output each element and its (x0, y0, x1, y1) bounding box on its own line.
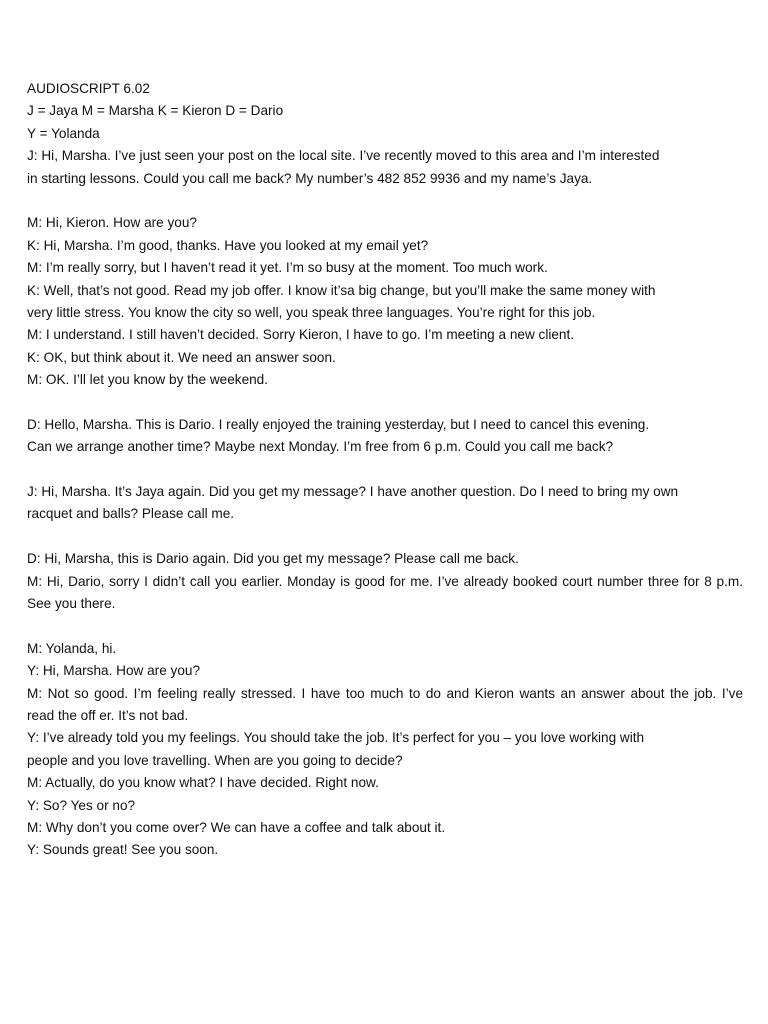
paragraph-gap (27, 190, 743, 212)
script-line: racquet and balls? Please call me. (27, 506, 235, 522)
audioscript-page (27, 78, 743, 862)
script-line: M: I understand. I still haven’t decided. Sorry Kieron, I have to go. I’m meeting a new client. (27, 327, 575, 343)
paragraph-gap (27, 526, 743, 548)
script-line: M: Not so good. I’m feeling really stressed. I have too much to do and Kieron wants an answer about the job. I’ve (27, 685, 743, 701)
script-line: Y: I’ve already told you my feelings. You should take the job. It’s perfect for you – you love working with (27, 730, 645, 746)
script-line: D: Hello, Marsha. This is Dario. I really enjoyed the training yesterday, but I need to cancel this evening. (27, 416, 650, 432)
script-line: J: Hi, Marsha. It’s Jaya again. Did you get my message? I have another question. Do I need to bring my own (27, 484, 679, 500)
script-line: J: Hi, Marsha. I’ve just seen your post on the local site. I’ve recently moved to this area and I’m interested (27, 148, 660, 164)
speaker-key-line: J = Jaya M = Marsha K = Kieron D = Dario (27, 103, 284, 119)
script-line: very little stress. You know the city so well, you speak three languages. You’re right for this job. (27, 304, 596, 320)
script-line: in starting lessons. Could you call me back? My number’s 482 852 9936 and my name’s Jaya. (27, 170, 593, 186)
paragraph-gap (27, 615, 743, 637)
speaker-key-line: Y = Yolanda (27, 125, 100, 141)
paragraph-gap (27, 391, 743, 413)
paragraph-gap (27, 459, 743, 481)
script-line: K: Hi, Marsha. I’m good, thanks. Have you looked at my email yet? (27, 237, 429, 253)
script-line: D: Hi, Marsha, this is Dario again. Did you get my message? Please call me back. (27, 551, 519, 567)
document-title: AUDIOSCRIPT 6.02 (27, 81, 150, 96)
script-line: See you there. (27, 595, 116, 611)
script-line: M: OK. I’ll let you know by the weekend. (27, 372, 269, 388)
script-line: M: Hi, Kieron. How are you? (27, 215, 197, 231)
script-line: Y: Sounds great! See you soon. (27, 842, 219, 858)
script-line: Can we arrange another time? Maybe next Monday. I’m free from 6 p.m. Could you call me back? (27, 439, 614, 455)
script-line: Y: So? Yes or no? (27, 797, 136, 813)
script-line: K: OK, but think about it. We need an answer soon. (27, 349, 336, 365)
script-line: Y: Hi, Marsha. How are you? (27, 663, 201, 679)
script-line: people and you love travelling. When are you going to decide? (27, 752, 403, 768)
script-line: K: Well, that’s not good. Read my job offer. I know it’sa big change, but you’ll make the same money with (27, 282, 656, 298)
script-line: M: Yolanda, hi. (27, 640, 117, 656)
script-line: read the off er. It’s not bad. (27, 707, 189, 723)
script-line: M: Actually, do you know what? I have decided. Right now. (27, 775, 379, 791)
script-line: M: Hi, Dario, sorry I didn’t call you earlier. Monday is good for me. I’ve already booked court number three for 8 p.m. (27, 573, 743, 589)
script-line: M: I’m really sorry, but I haven’t read it yet. I’m so busy at the moment. Too much work. (27, 260, 548, 276)
script-line: M: Why don’t you come over? We can have a coffee and talk about it. (27, 819, 446, 835)
